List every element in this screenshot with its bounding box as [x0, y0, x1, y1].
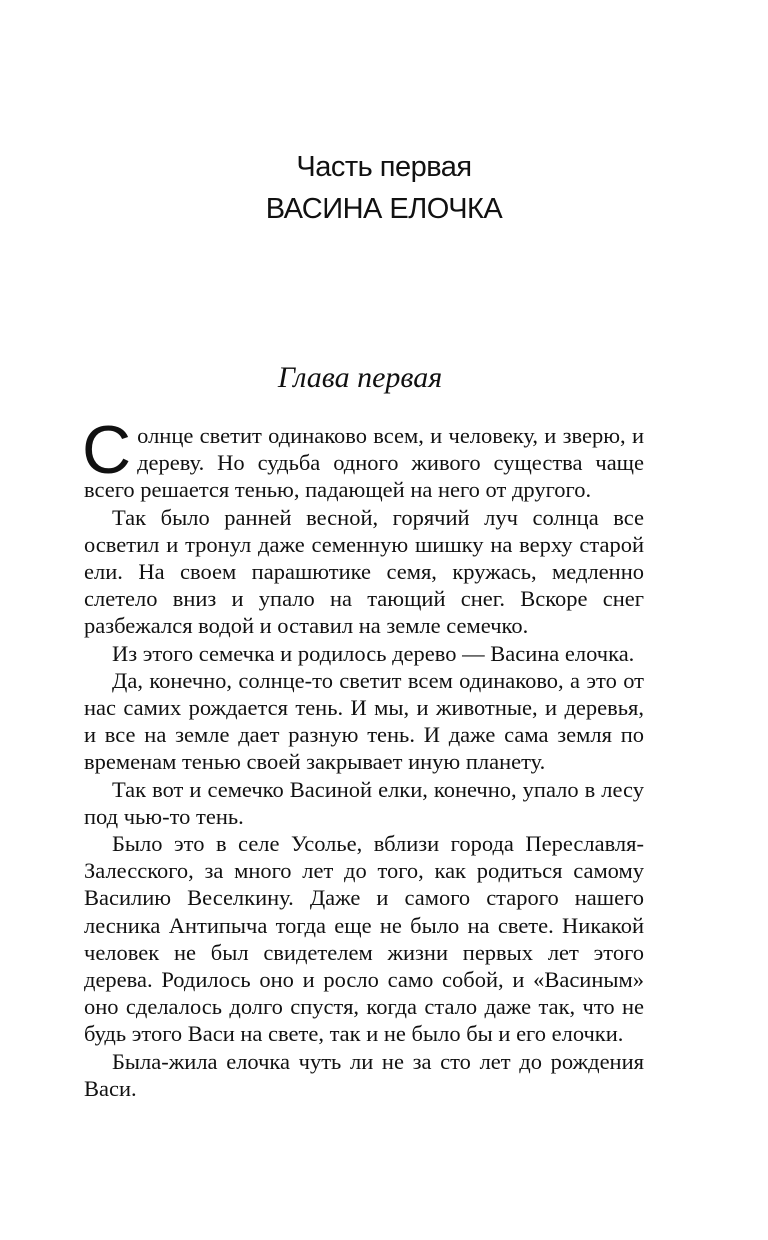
paragraph: Была-жила елочка чуть ли не за сто лет до рождения Васи. [84, 1048, 644, 1101]
paragraph: Так было ранней весной, горячий луч солнца все осветил и тронул даже семенную шишку на верху старой ели. На своем парашютике семя, кружась, медленно слетело вниз и упало на тающий снег. Вскоре снег разбежался водой и оставил на земле семечко. [84, 504, 644, 639]
chapter-body [82, 412, 644, 1102]
paragraph: Из этого семечка и родилось дерево — Васина елочка. [112, 640, 635, 666]
chapter-title: Глава первая [277, 361, 443, 394]
part-title: ВАСИНА ЕЛОЧКА [265, 193, 503, 225]
part-heading [0, 146, 768, 230]
paragraph: Да, конечно, солнце-то светит всем одинаково, а это от нас самих рождается тень. И мы, и животные, и деревья, и все на земле дает разную тень. И даже сама земля по временам тенью своей закрывает иную планету. [84, 667, 644, 775]
paragraph [82, 412, 644, 504]
paragraph: Было это в селе Усолье, вблизи города Переславля-Залесского, за много лет до того, как родиться самому Василию Веселкину. Даже и самого старого нашего лесника Антипыча тогда еще не было на свете. Никакой человек не был свидетелем жизни первых лет этого дерева. Родилось оно и росло само собой, и «Васиным» оно сделалось долго спустя, когда стало даже так, что не будь этого Васи на свете, так и не было бы и его елочки. [84, 831, 644, 1047]
part-label: Часть первая [296, 151, 472, 183]
drop-cap: С [82, 412, 132, 488]
paragraph-text: олнце светит одинаково всем, и человеку, и зверю, и дереву. Но судьба одного живого существа чаще всего решается тенью, падающей на него от другого. [84, 423, 644, 503]
paragraph: Так вот и семечко Васиной елки, конечно, упало в лесу под чью-то тень. [84, 776, 644, 829]
